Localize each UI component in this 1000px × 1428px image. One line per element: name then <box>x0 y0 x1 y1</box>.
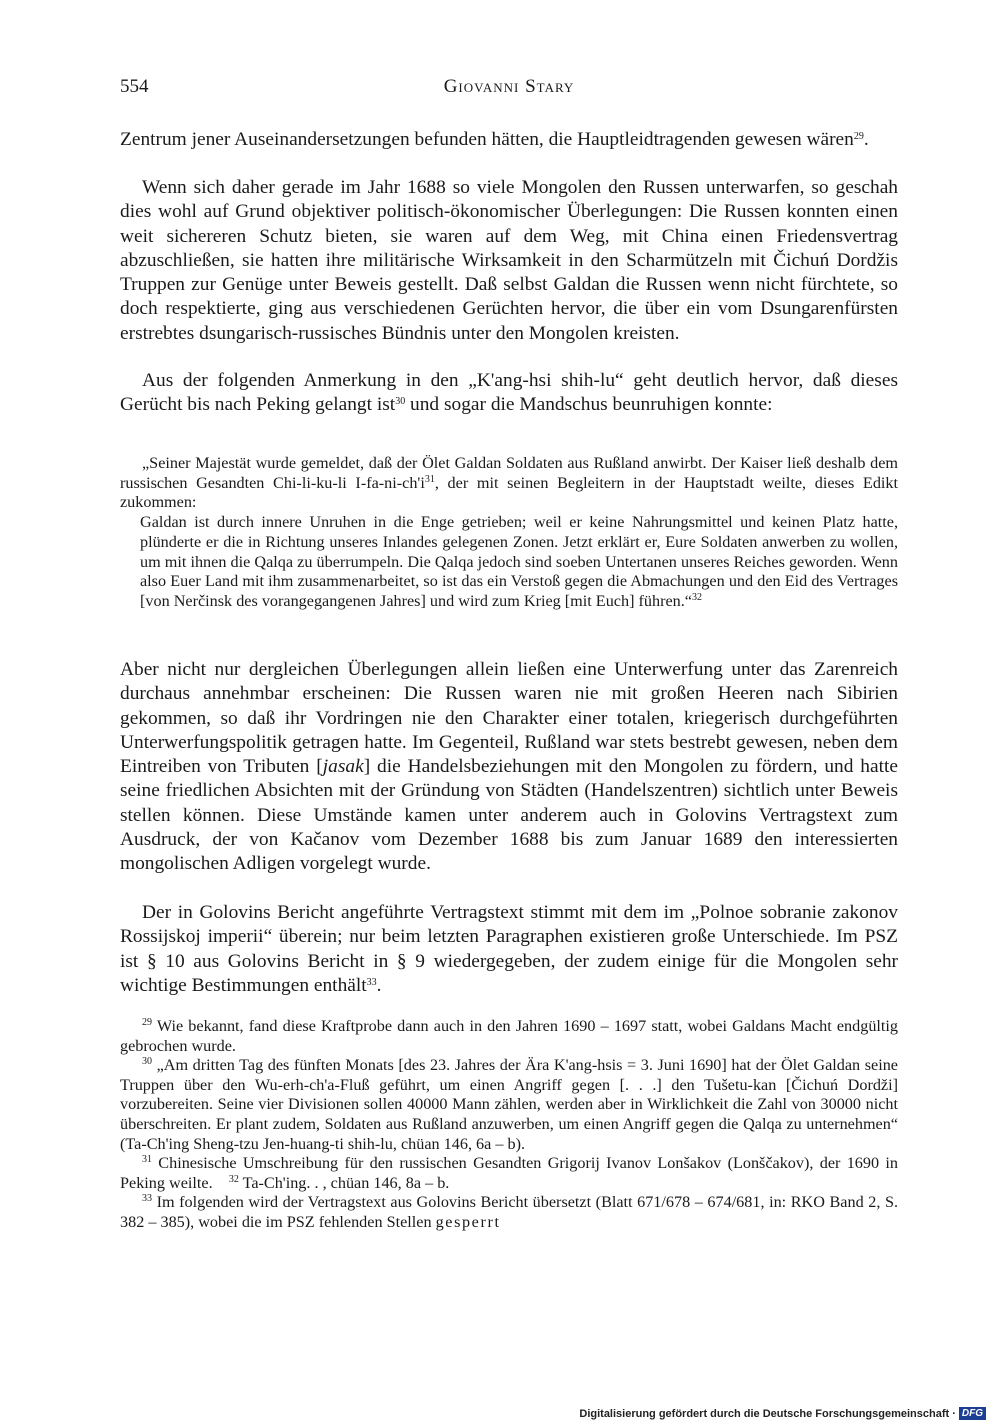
running-head: Giovanni Stary <box>443 76 575 97</box>
footnote-ref-29[interactable]: 29 <box>853 131 864 142</box>
footnote-30: $^{30}$ „Am dritten Tag des fünften Monats [des 23. Jahres der Ära K'ang-hsis = 3. Juni 1690] hat der Ölet Galdan seine Truppen über den Wu-erh-ch'a-Fluß geführt, um einen Angriff gegen [. . .] den Tušetu-kan [Čichuń Dordži] vorzubereiten. Seine vier Divisionen sollen 40000 Mann zählen, werden aber in Wirklichkeit die Zahl von 30000 nicht überschreiten. Er plant zudem, Soldaten aus Rußland anzuwerben, um einen Angriff gegen die Qalqa zu unternehmen“ (Ta-Ch'ing Sheng-tzu Jen-huang-ti shih-lu, chüan 146, 6a – b). <box>120 1056 898 1153</box>
digitization-footer <box>579 1407 986 1420</box>
paragraph-3: Aus der folgenden Anmerkung in den „K'ang-hsi shih-lu“ geht deutlich hervor, daß dieses Gerücht bis nach Peking gelangt ist$^{30}$ und sogar die Mandschus beunruhigen konnte: <box>120 370 898 416</box>
paragraph-5: Der in Golovins Bericht angeführte Vertragstext stimmt mit dem im „Polnoe sobranie zakonov Rossijskoj imperii“ überein; nur beim letzten Paragraphen existieren große Unterschiede. Im PSZ ist § 10 aus Golovins Bericht in § 9 wiedergegeben, der zudem einige für die Mongolen sehr wichtige Bestimmungen enthält$^{33}$. <box>120 902 898 996</box>
quote-edict: Galdan ist durch innere Unruhen in die Enge getrieben; weil er keine Nahrungsmittel und keinen Platz hatte, plünderte er die in Richtung unseres Inlandes gelegenen Zonen. Jetzt erklärt er, Eure Soldaten anwerben zu wollen, um mit ihnen die Qalqa zu überrumpeln. Die Qalqa jedoch sind soeben Untertanen unseres Reiches geworden. Wenn also Euer Land mit ihm zusammenarbeitet, so ist das ein Verstoß gegen die Abmachungen und den Eid des Vertrages [von Nerčinsk des vorangegangenen Jahres] und wird zum Krieg [mit Euch] führen.“$^{32}$ <box>140 513 898 610</box>
paragraph-1: Zentrum jener Auseinandersetzungen befunden hätten, die Hauptleidtragenden gewesen wären$^{29}$. <box>120 129 869 150</box>
footnote-29: $^{29}$ Wie bekannt, fand diese Kraftprobe dann auch in den Jahren 1690 – 1697 statt, wobei Galdans Macht endgültig gebrochen wurde. <box>120 1017 898 1055</box>
footer-text: Digitalisierung gefördert durch die Deutsche Forschungsgemeinschaft · <box>579 1407 956 1420</box>
footnote-31-32: $^{31}$ Chinesische Umschreibung für den russischen Gesandten Grigorij Ivanov Lonšakov (Lonščakov), der 1690 in Peking weilte. $^{32}$ Ta-Ch'ing. . , chüan 146, 8a – b. <box>120 1154 898 1192</box>
block-quote <box>120 454 898 612</box>
paragraph-2: Wenn sich daher gerade im Jahr 1688 so viele Mongolen den Russen unterwarfen, so geschah dies wohl auf Grund objektiver politisch-ökonomischer Überlegungen: Die Russen konnten einen weit sichereren Schutz bieten, sie waren auf dem Weg, mit China einen Friedensvertrag abzuschließen, sie hatten ihre militärische Wirksamkeit in den Scharmützeln mit Čichuń Dordžis Truppen zur Genüge unter Beweis gestellt. Daß selbst Galdan die Russen wenn nicht fürchtete, so doch respektierte, ging aus verschiedenen Gerüchten hervor, die über ein vom Dsungarenfürsten erstrebtes dsungarisch-russisches Bündnis unter den Mongolen kreisten. <box>120 177 898 344</box>
dfg-logo: DFG <box>959 1407 986 1420</box>
paragraph-4: Aber nicht nur dergleichen Überlegungen allein ließen eine Unterwerfung unter das Zarenreich durchaus annehmbar erscheinen: Die Russen waren nie mit großen Heeren nach Sibirien gekommen, so daß ihr Vordringen nie den Charakter einer totalen, kriegerisch durchgeführten Unterwerfungspolitik getragen hatte. Im Gegenteil, Rußland war stets bestrebt gewesen, neben dem Eintreiben von Tributen [jasak] die Handelsbeziehungen mit den Mongolen zu fördern, und hatte seine friedlichen Absichten mit der Gründung von Städten (Handelszentren) sichtlich unter Beweis stellen können. Diese Umstände kamen unter anderem auch in Golovins Vertragstext zum Ausdruck, der von Kačanov vom Dezember 1688 bis zum Januar 1689 den interessierten mongolischen Adligen vorgelegt wurde. <box>120 659 898 875</box>
footnote-33: $^{33}$ Im folgenden wird der Vertragstext aus Golovins Bericht übersetzt (Blatt 671/678 – 674/681, in: RKO Band 2, S. 382 – 385), wobei die im PSZ fehlenden Stellen gesperrt <box>120 1193 898 1231</box>
page-header <box>120 76 898 100</box>
page-number: 554 <box>120 76 149 97</box>
footnote-ref-33[interactable]: 33 <box>366 976 377 988</box>
quote-intro: „Seiner Majestät wurde gemeldet, daß der Ölet Galdan Soldaten aus Rußland anwirbt. Der Kaiser ließ deshalb dem russischen Gesandten Chi-li-ku-li $I-fa-ni-ch'i^{31}$, der mit seinen Begleitern in der Hauptstadt weilte, dieses Edikt zukommen: <box>120 454 899 512</box>
footnote-ref-31[interactable]: 31 <box>424 473 435 485</box>
italic-term: jasak <box>322 756 364 778</box>
footnote-ref-32[interactable]: 32 <box>692 591 702 603</box>
footnotes <box>120 1017 898 1233</box>
footnote-ref-30[interactable]: 30 <box>395 396 406 408</box>
